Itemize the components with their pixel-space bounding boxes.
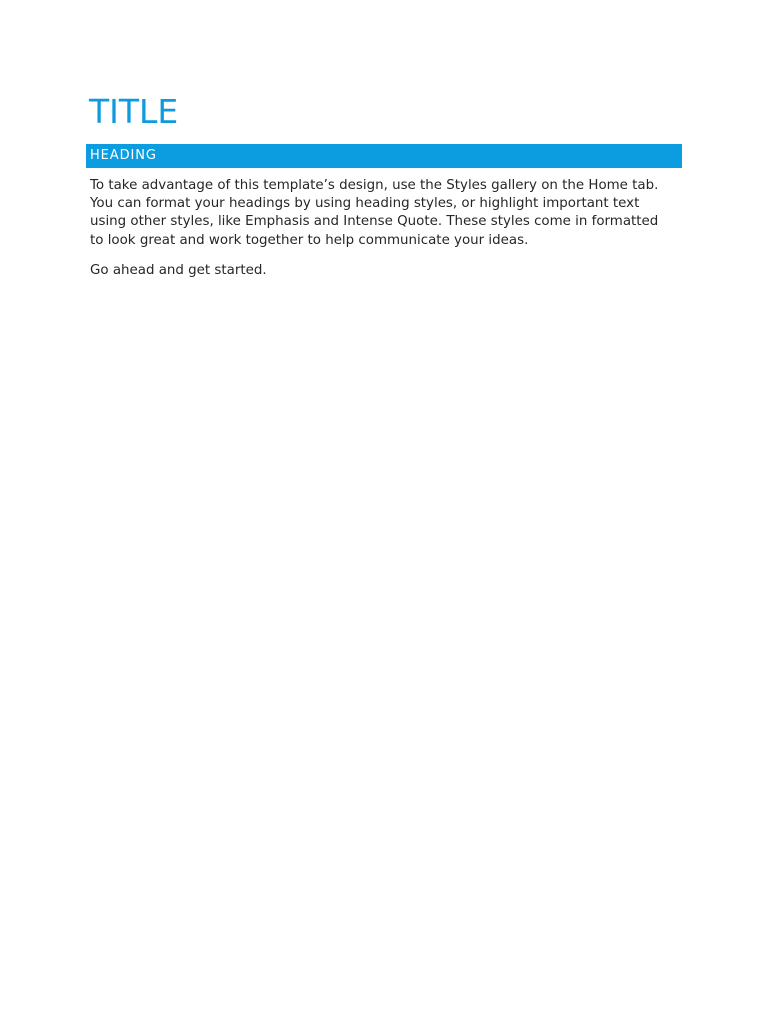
paragraph-line: You can format your headings by using heading styles, or highlight important text (90, 196, 640, 212)
paragraph-line: using other styles, like Emphasis and Intense Quote. These styles come in formatted (90, 214, 659, 230)
body-paragraph (90, 262, 690, 280)
document-title: TITLE (89, 92, 179, 131)
heading-bar (86, 144, 682, 168)
body-paragraph (90, 177, 690, 250)
paragraph-line: to look great and work together to help communicate your ideas. (90, 232, 529, 248)
paragraph-line: Go ahead and get started. (90, 263, 267, 278)
paragraph-line: To take advantage of this template’s design, use the Styles gallery on the Home tab. (90, 178, 659, 193)
section-heading: HEADING (90, 148, 157, 163)
